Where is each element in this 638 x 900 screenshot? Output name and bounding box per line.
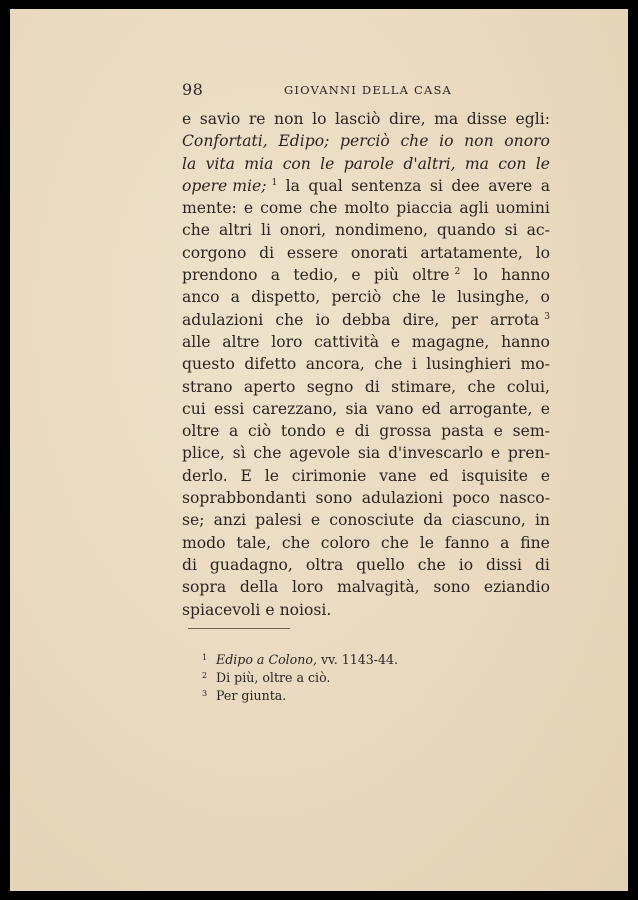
word: vita [205,154,235,173]
word: essi [213,399,245,418]
footnotes [202,651,502,705]
word: onori, [279,221,327,240]
word: mia [244,154,274,173]
text-line [182,130,550,152]
text-line [182,197,550,219]
word: questo [182,355,235,374]
word: savio [199,110,241,128]
word: ancora, [305,355,365,374]
word: e [310,511,321,530]
word: dire, [402,310,440,329]
word: avere [488,176,533,195]
word: segno [306,377,354,396]
text-line [182,331,550,353]
text-line [182,108,550,130]
word: sentenza [351,176,422,195]
word: quello [356,555,405,574]
word: che [275,310,304,329]
word: e [351,266,361,285]
text-line [182,420,550,442]
word: modo [182,533,226,552]
word: ciascuno, [451,511,526,530]
word: difetto [244,355,297,374]
footnote-text: Di più, oltre a ciò. [216,670,331,685]
word: lusinghe, [457,288,530,307]
word: anco [182,288,220,307]
footnote-title: Edipo a Colono, [216,652,317,667]
word: da [423,511,443,530]
word: e [390,332,401,351]
body-text [182,108,550,621]
footnote: 2 Di più, oltre a ciò. [202,670,331,685]
word: plice, [182,444,225,463]
footnote-separator [188,628,290,629]
word: ma [434,110,459,128]
word: strano [182,377,233,396]
word: piaccia [396,199,453,218]
text-line [182,576,550,598]
word: Confortati, [182,132,268,151]
word: a [230,288,240,307]
word: aperto [243,377,296,396]
word: in [534,511,550,530]
word: carezzano, [252,399,338,418]
word: che [417,555,446,574]
word: e [490,444,501,463]
word: lo [535,243,550,262]
word: alle [182,332,211,351]
word: hanno [501,266,550,285]
text-line [182,398,550,420]
word: mo- [520,355,550,374]
word: di [364,377,380,396]
word: non [464,132,494,151]
word: isquisite [461,466,528,485]
text-line [182,309,550,331]
word: d'invescarlo [387,444,484,463]
word: disse [466,110,507,128]
word: coloro [320,533,371,552]
word: e [265,600,275,619]
word: anzi [213,511,247,530]
text-line [182,353,550,375]
word: che [374,355,403,374]
word: io [458,555,474,574]
word: lusinghieri [426,355,512,374]
word: loro [292,578,324,597]
word: conosciute [329,511,415,530]
word: i [411,355,417,374]
word: opere mie; $^1$ [182,176,278,195]
word: essere [286,243,339,262]
word: E [240,466,252,485]
word: perciò [331,288,382,307]
word: che [309,199,338,218]
page-header [182,79,567,103]
text-line [182,219,550,241]
text-line [182,442,550,464]
word: guadagno, [209,555,293,574]
word: agli [459,199,489,218]
word: oltre $^2$ [412,266,461,285]
word: magagne, [411,332,490,351]
word: che [400,132,429,151]
word: tedio, [293,266,339,285]
word: la [182,154,197,173]
word: ed [421,399,441,418]
word: spiacevoli [182,600,261,619]
word: colui, [506,377,550,396]
word: onorati [350,243,408,262]
word: altri [218,221,252,240]
word: le [264,466,279,485]
text-line [182,264,550,286]
word: oltra [305,555,344,574]
book-page [10,9,628,891]
word: palesi [255,511,302,530]
word: corgono [182,243,247,262]
word: dispetto, [251,288,321,307]
word: derlo. [182,466,228,485]
word: le [320,154,335,173]
word: arrogante, [449,399,533,418]
word: come [260,199,303,218]
word: vane [379,466,417,485]
word: e [335,422,345,441]
word: stimare, [391,377,457,396]
word: cui [182,399,206,418]
word: a [270,266,281,285]
word: dissi [486,555,522,574]
word: nasco- [499,489,550,508]
word: quando [436,221,496,240]
footnote-text: vv. 1143-44. [320,652,399,667]
word: lasciò [335,110,381,128]
word: sia [345,399,368,418]
word: adulazioni [182,310,264,329]
word: a [229,422,239,441]
word: e [493,422,503,441]
word: che [392,288,421,307]
word: mente: [182,199,237,218]
word: li [260,221,271,240]
word: si [429,176,443,195]
word: egli: [515,110,550,128]
word: dee [451,176,480,195]
word: arrota $^3$ [490,310,550,329]
running-head: GIOVANNI DELLA CASA [284,83,453,97]
word: hanno [501,332,550,351]
note-ref: 1 [271,177,278,188]
word: grossa [379,422,432,441]
word: pren- [507,444,550,463]
text-line [182,376,550,398]
word: pasta [441,422,484,441]
word: che [467,377,496,396]
word: qual [308,176,343,195]
word: con [282,154,311,173]
word: io [439,132,454,151]
word: oltre [182,422,220,441]
word: dire, [388,110,426,128]
word: lo [473,266,488,285]
word: di [534,555,550,574]
word: che [182,221,211,240]
word: poco [452,489,490,508]
word: agevole [289,444,351,463]
word: nondimeno, [335,221,428,240]
word: adulazioni [361,489,443,508]
word: le [419,533,434,552]
word: le [535,154,550,173]
word: noiosi. [279,600,332,619]
word: sono [433,578,471,597]
text-line [182,554,550,576]
word: e [540,399,550,418]
text-line [182,509,550,531]
word: loro [271,332,303,351]
note-ref: 2 [454,267,461,278]
word: ac- [526,221,550,240]
word: le [431,288,446,307]
word: fanno [444,533,490,552]
footnote: 1 Edipo a Colono, vv. 1143-44. [202,652,399,667]
word: o [540,288,550,307]
word: sono [315,489,353,508]
footnote-text: Per giunta. [216,688,287,703]
word: non [274,110,304,128]
text-line [182,599,550,621]
text-line [182,175,550,197]
word: vano [375,399,414,418]
word: a [540,176,550,195]
word: che [380,533,409,552]
word: tale, [236,533,272,552]
word: prendono [182,266,258,285]
word: cirimonie [291,466,367,485]
word: fine [520,533,550,552]
word: uomini [495,199,550,218]
word: che [253,444,282,463]
word: più [373,266,399,285]
word: sopra [182,578,227,597]
word: soprabbondanti [182,489,307,508]
word: che [281,533,310,552]
word: molto [344,199,390,218]
word: ed [429,466,449,485]
word: onoro [504,132,550,151]
word: sem- [512,422,550,441]
word: tondo [280,422,326,441]
word: di [182,555,197,574]
word: ciò [248,422,272,441]
page-number: 98 [182,80,204,99]
word: si [504,221,518,240]
word: di [259,243,275,262]
word: parole [343,154,395,173]
word: e [243,199,254,218]
text-line [182,286,550,308]
word: sì [232,444,246,463]
word: per [451,310,478,329]
word: sia [357,444,381,463]
text-line [182,242,550,264]
text-line [182,153,550,175]
word: ma [464,154,489,173]
word: eziandio [483,578,550,597]
word: Edipo; [278,132,330,151]
word: e [540,466,550,485]
text-line [182,465,550,487]
word: artatamente, [420,243,523,262]
note-ref: 3 [544,311,550,322]
word: la [285,176,300,195]
word: re [248,110,266,128]
word: e [182,110,192,128]
word: io [315,310,330,329]
word: cattività [314,332,380,351]
word: a [500,533,510,552]
word: della [239,578,279,597]
word: malvagità, [336,578,420,597]
word: debba [341,310,391,329]
word: altre [222,332,260,351]
word: lo [312,110,327,128]
text-line [182,532,550,554]
word: se; [182,511,205,530]
word: con [498,154,527,173]
word: d'altri, [403,154,456,173]
word: di [354,422,370,441]
word: perciò [340,132,390,151]
footnote: 3 Per giunta. [202,688,287,703]
text-line [182,487,550,509]
